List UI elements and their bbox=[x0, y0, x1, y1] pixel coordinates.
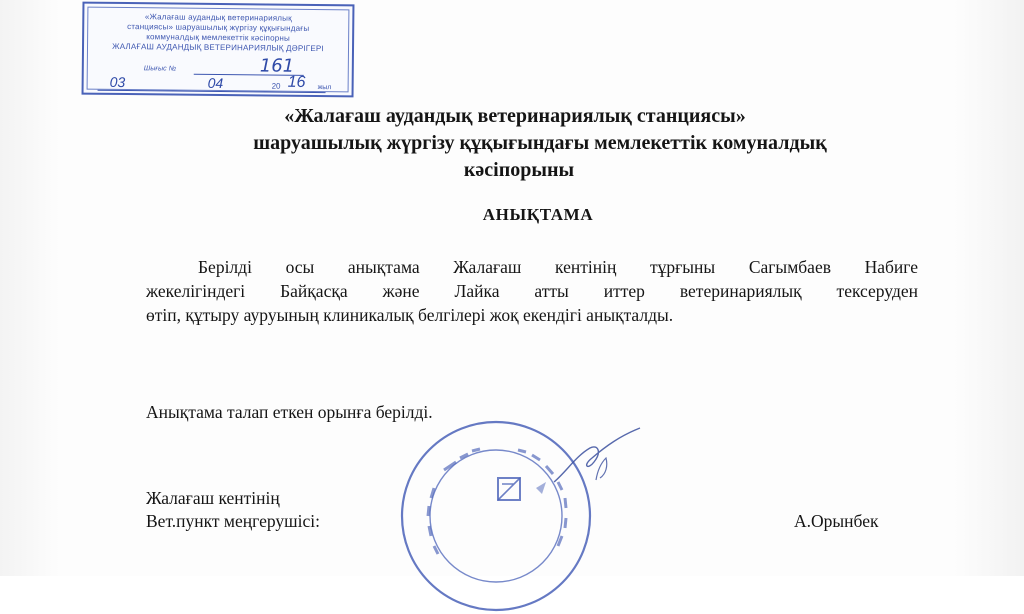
stamp-line-4: ЖАЛАҒАШ АУДАНДЫҚ ВЕТЕРИНАРИЯЛЫҚ ДӘРІГЕРІ bbox=[112, 41, 324, 54]
footer-signatory: А.Орынбек bbox=[794, 511, 879, 531]
body-line-1: Берілді осы анықтама Жалағаш кентінің тұрғыны Сагымбаев Набиге bbox=[198, 257, 918, 277]
stamp-month: 04 bbox=[207, 74, 224, 92]
org-name-line-3: кәсіпорыны bbox=[463, 159, 575, 181]
stamp-line-3: коммуналдық мемлекеттік кәсіпорны bbox=[146, 32, 291, 43]
stamp-year-suffix: жыл bbox=[317, 84, 332, 92]
signature-mark bbox=[536, 422, 656, 492]
stamp-line-1: «Жалағаш аудандық ветеринариялық bbox=[144, 12, 292, 23]
issued-note: Анықтама талап еткен орынға берілді. bbox=[146, 402, 433, 422]
scan-shadow-right bbox=[954, 0, 1024, 576]
outgoing-number: 161 bbox=[259, 55, 295, 77]
document-title: АНЫҚТАМА bbox=[482, 205, 594, 224]
body-line-2: жекелігіндегі Байқасқа және Лайка атты иттер ветеринариялық тексеруден bbox=[146, 281, 918, 301]
stamp-year-prefix: 20 bbox=[271, 81, 281, 91]
scan-shadow-left bbox=[0, 0, 60, 576]
stamp-day: 03 bbox=[109, 73, 126, 91]
footer-position: Вет.пункт меңгерушісі: bbox=[146, 511, 320, 531]
registration-stamp bbox=[82, 2, 355, 98]
stamp-year: 16 bbox=[287, 73, 306, 91]
stamp-line-2: станциясы» шаруашылық жүргізу құқығындағы bbox=[127, 22, 310, 33]
org-name-line-2: шаруашылық жүргізу құқығындағы мемлекеттік комуналдық bbox=[253, 132, 827, 154]
body-line-3: өтіп, құтыру ауруының клиникалық белгілері жоқ екендігі анықталды. bbox=[146, 305, 674, 325]
org-name-line-1: «Жалағаш аудандық ветеринариялық станциясы» bbox=[284, 105, 746, 127]
outgoing-number-label: Шығыс № bbox=[143, 65, 177, 73]
footer-place: Жалағаш кентінің bbox=[146, 488, 280, 508]
